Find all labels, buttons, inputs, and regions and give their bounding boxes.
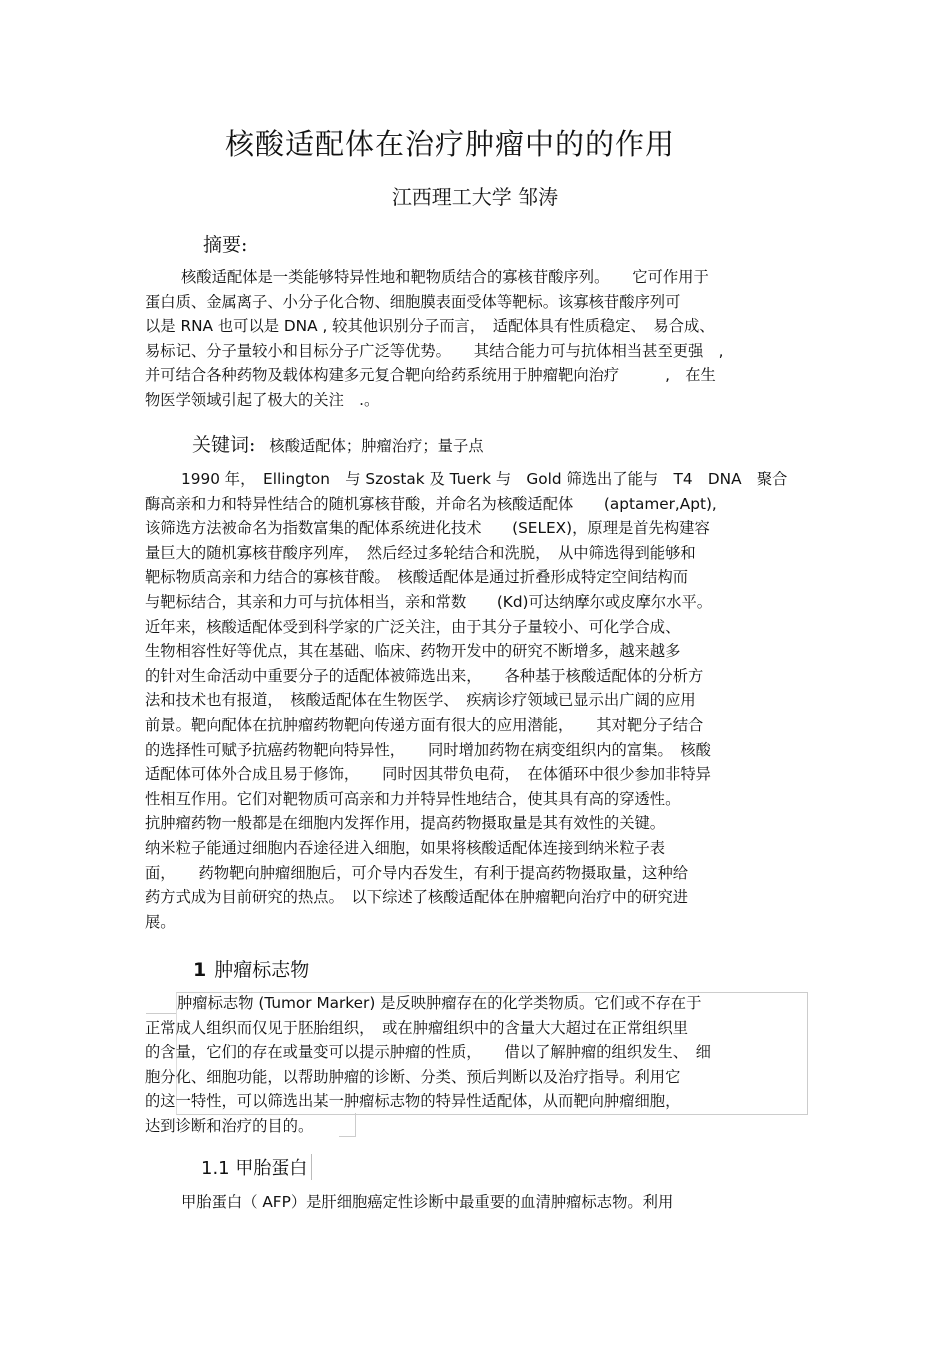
text-line: 并可结合各种药物及载体构建多元复合靶向给药系统用于肿瘤靶向治疗 , 在生 [145, 366, 716, 385]
text-line: 甲胎蛋白（ AFP）是肝细胞癌定性诊断中最重要的血清肿瘤标志物。利用 [181, 1193, 674, 1211]
section1-paragraph [145, 991, 810, 1139]
text-line: 的选择性可赋予抗癌药物靶向特异性， 同时增加药物在病变组织内的富集。 核酸 [145, 740, 711, 759]
document-title: 核酸适配体在治疗肿瘤中的的作用 [224, 127, 675, 161]
text-line: 核酸适配体是一类能够特异性地和靶物质结合的寡核苷酸序列。 它可作用于 [181, 268, 709, 286]
text-line: 肿瘤标志物 (Tumor Marker) 是反映肿瘤存在的化学类物质。它们或不存在于 [177, 994, 702, 1012]
section-title: 肿瘤标志物 [214, 959, 310, 981]
text-line: 前景。靶向配体在抗肿瘤药物靶向传递方面有很大的应用潜能， 其对靶分子结合 [145, 715, 704, 734]
section-heading-1 [193, 955, 309, 982]
text-line: 的含量，它们的存在或量变可以提示肿瘤的性质， 借以了解肿瘤的组织发生、 细 [145, 1043, 711, 1062]
intro-paragraph [145, 467, 810, 934]
author-line: 江西理工大学 邹涛 [391, 185, 559, 209]
text-line: 抗肿瘤药物一般都是在细胞内发挥作用，提高药物摄取量是其有效性的关键。 [145, 814, 666, 833]
text-line: 达到诊断和治疗的目的。 [145, 1116, 314, 1135]
text-line: 该筛选方法被命名为指数富集的配体系统进化技术 (SELEX)，原理是首先构建容 [145, 519, 710, 538]
section1-1-paragraph [145, 1190, 810, 1215]
text-line: 的这一特性，可以筛选出某一肿瘤标志物的特异性适配体，从而靶向肿瘤细胞， [145, 1092, 681, 1111]
text-line: 适配体可体外合成且易于修饰， 同时因其带负电荷， 在体循环中很少参加非特异 [145, 765, 711, 784]
text-line: 蛋白质、金属离子、小分子化合物、细胞膜表面受体等靶标。该寡核苷酸序列可 [145, 292, 681, 311]
abstract-paragraph [145, 265, 810, 413]
text-line: 药方式成为目前研究的热点。 以下综述了核酸适配体在肿瘤靶向治疗中的研究进 [145, 888, 689, 907]
text-line: 纳米粒子能通过细胞内吞途径进入细胞，如果将核酸适配体连接到纳米粒子表 [145, 838, 666, 857]
section-heading-1-1: 1.1 甲胎蛋白 [201, 1154, 312, 1180]
keywords-text: 核酸适配体；肿瘤治疗；量子点 [269, 437, 484, 455]
text-line: 酶高亲和力和特异性结合的随机寡核苷酸，并命名为核酸适配体 (aptamer,Apt), [145, 494, 717, 513]
text-line: 正常成人组织而仅见于胚胎组织， 或在肿瘤组织中的含量大大超过在正常组织里 [145, 1018, 689, 1037]
text-line: 展。 [145, 912, 176, 931]
text-line: 的针对生命活动中重要分子的适配体被筛选出来， 各种基于核酸适配体的分析方 [145, 666, 704, 685]
text-line: 与靶标结合，其亲和力可与抗体相当，亲和常数 (Kd)可达纳摩尔或皮摩尔水平。 [145, 592, 713, 611]
text-line: 胞分化、细胞功能，以帮助肿瘤的诊断、分类、预后判断以及治疗指导。利用它 [145, 1067, 681, 1086]
text-line: 面， 药物靶向肿瘤细胞后，可介导内吞发生，有利于提高药物摄取量，这种给 [145, 863, 689, 882]
text-line: 量巨大的随机寡核苷酸序列库， 然后经过多轮结合和洗脱， 从中筛选得到能够和 [145, 543, 696, 562]
keywords-line [192, 430, 484, 457]
text-line: 靶标物质高亲和力结合的寡核苷酸。 核酸适配体是通过折叠形成特定空间结构而 [145, 568, 689, 587]
text-line: 易标记、分子量较小和目标分子广泛等优势。 其结合能力可与抗体相当甚至更强 , [145, 341, 724, 360]
text-line: 近年来，核酸适配体受到科学家的广泛关注，由于其分子量较小、可化学合成、 [145, 617, 681, 636]
section-number: 1 [193, 959, 207, 981]
text-line: 1990 年， Ellington 与 Szostak 及 Tuerk 与 Gold 筛选出了能与 T4 DNA 聚合 [181, 470, 788, 488]
text-line: 物医学领域引起了极大的关注 .。 [145, 390, 380, 409]
text-line: 性相互作用。它们对靶物质可高亲和力并特异性地结合，使其具有高的穿透性。 [145, 789, 681, 808]
text-line: 法和技术也有报道， 核酸适配体在生物医学、 疾病诊疗领域已显示出广阔的应用 [145, 691, 696, 710]
keywords-label: 关键词: [192, 434, 256, 456]
text-line: 生物相容性好等优点，其在基础、临床、药物开发中的研究不断增多，越来越多 [145, 642, 681, 661]
text-line: 以是 RNA 也可以是 DNA , 较其他识别分子而言， 适配体具有性质稳定、 易合成、 [145, 317, 715, 336]
abstract-label: 摘要: [203, 234, 248, 256]
